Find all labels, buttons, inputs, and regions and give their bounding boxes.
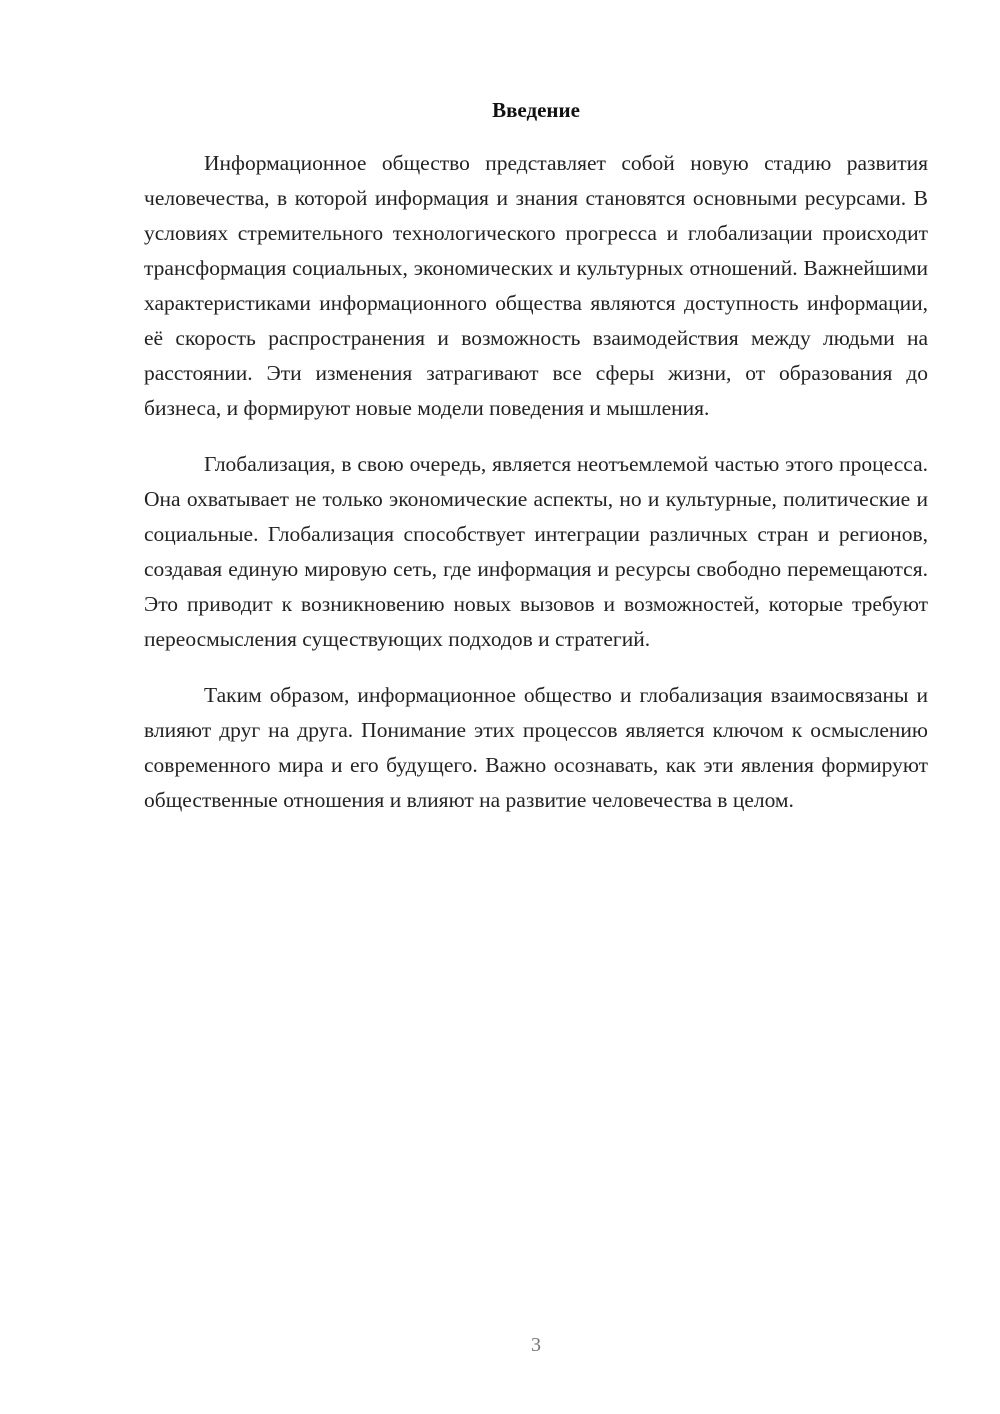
paragraph-1: Информационное общество представляет собой новую стадию развития человечества, в которой информация и знания становятся основными ресурсами. В условиях стремительного технологического прогресса и глобализации происходит трансформация социальных, экономических и культурных отношений. Важнейшими характеристиками информационного общества являются доступность информации, её скорость распространения и возможность взаимодействия между людьми на расстоянии. Эти изменения затрагивают все сферы жизни, от образования до бизнеса, и формируют новые модели поведения и мышления.	[144, 151, 928, 420]
page-number: 3	[531, 1334, 541, 1356]
paragraph-3: Таким образом, информационное общество и глобализация взаимосвязаны и влияют друг на друга. Понимание этих процессов является ключом к осмыслению современного мира и его будущего. Важно осознавать, как эти явления формируют общественные отношения и влияют на развитие человечества в целом.	[144, 683, 928, 812]
page-content	[144, 96, 928, 839]
section-heading: Введение	[492, 98, 580, 122]
paragraph-2: Глобализация, в свою очередь, является неотъемлемой частью этого процесса. Она охватывает не только экономические аспекты, но и культурные, политические и социальные. Глобализация способствует интеграции различных стран и регионов, создавая единую мировую сеть, где информация и ресурсы свободно перемещаются. Это приводит к возникновению новых вызовов и возможностей, которые требуют переосмысления существующих подходов и стратегий.	[144, 452, 928, 651]
